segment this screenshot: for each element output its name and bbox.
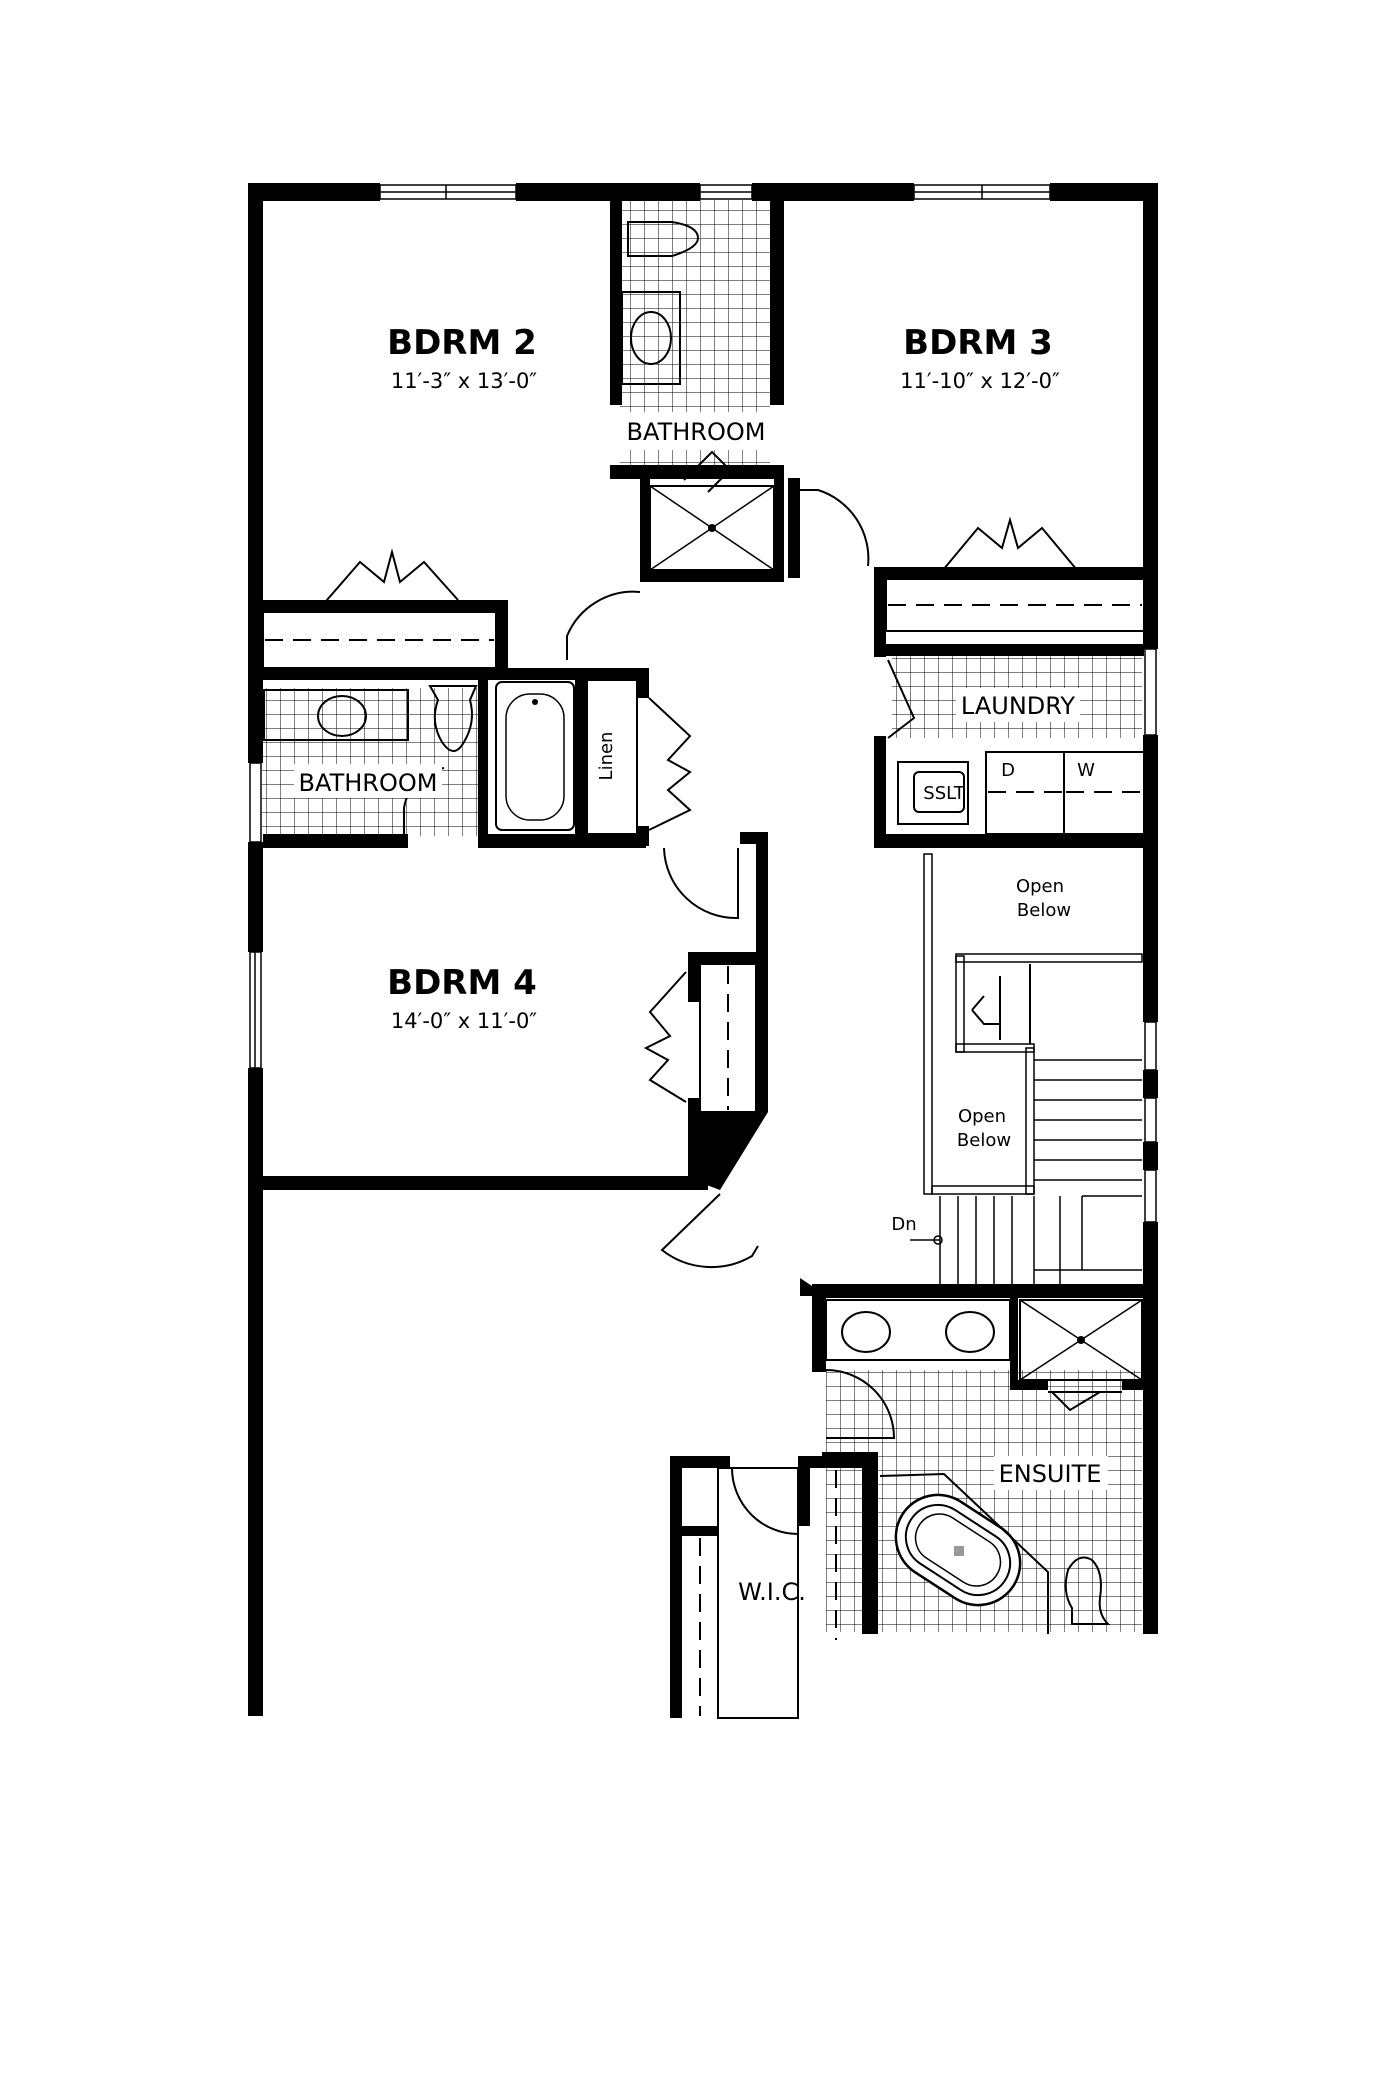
washer-label: W	[1077, 760, 1095, 781]
room-name-ensuite: ENSUITE	[998, 1460, 1102, 1488]
wall-bdrm3-closet-top	[874, 567, 1144, 579]
wall-wic-right-stub	[798, 1456, 810, 1526]
stair-inner-rail	[1026, 1048, 1034, 1194]
room-dims-bdrm2: 11′-3″ x 13′-0″	[390, 369, 538, 393]
tile-floor-bathroom-left	[262, 688, 480, 836]
wall-shower-left	[640, 477, 650, 579]
room-name-bdrm3: BDRM 3	[903, 323, 1053, 363]
door-bdrm2	[567, 592, 640, 660]
wall-shower-bottom	[640, 570, 784, 582]
wall-ensuite-left	[812, 1284, 826, 1372]
wall-left-lower	[248, 1068, 263, 1716]
room-name-wic: W.I.C.	[738, 1578, 806, 1606]
door-bdrm4	[664, 848, 738, 918]
wall-linen-left	[575, 668, 587, 840]
wall-bdrm4-corner	[688, 1112, 768, 1190]
door-wic	[732, 1468, 798, 1534]
window-stair-2	[1145, 1098, 1156, 1142]
wall-right-mid3	[1143, 1142, 1158, 1170]
closet-door-bdrm2	[320, 552, 458, 608]
wall-shower-ensuite-bottom-1	[1010, 1380, 1048, 1390]
door-bdrm3	[790, 490, 868, 566]
wall-shower-ensuite-bottom-2	[1122, 1380, 1144, 1390]
wall-top-1	[248, 183, 380, 201]
vanity-ensuite	[826, 1300, 1010, 1360]
open-below-2-line2: Below	[956, 1130, 1012, 1151]
wall-ensuite-wic-divider	[862, 1456, 878, 1634]
stair-railing-top	[956, 954, 1142, 962]
wall-bdrm4-right	[756, 832, 768, 1112]
wall-shower-ensuite-left	[1010, 1296, 1018, 1388]
sslt-label: SSLT	[923, 783, 965, 804]
wall-bdrm3-closet-left	[874, 567, 886, 657]
wall-bdrm4-right-cap	[740, 832, 768, 844]
wall-bdrm2-closet-right	[496, 600, 508, 670]
room-dims-bdrm4: 14′-0″ x 11′-0″	[390, 1009, 538, 1033]
wall-bath-top-left	[610, 200, 622, 405]
room-name-bdrm4: BDRM 4	[387, 963, 537, 1003]
wall-linen-top-right	[637, 668, 649, 698]
wall-left-upper	[248, 183, 263, 763]
linen-door	[649, 698, 690, 830]
wall-right-upper	[1143, 183, 1158, 649]
wall-hall-top-right	[788, 478, 800, 578]
wall-laundry-top	[882, 644, 1144, 656]
wall-wic-left	[670, 1456, 682, 1718]
bathtub-left-basin	[506, 694, 564, 820]
wall-wic-shelf	[682, 1526, 718, 1536]
window-laundry	[1145, 649, 1156, 735]
wall-top-4	[1050, 183, 1158, 201]
stair-railing-mid	[956, 956, 964, 1052]
wall-ensuite-partial	[822, 1452, 878, 1462]
linen-label: Linen	[596, 731, 617, 781]
wall-bdrm2-closet-top	[263, 600, 503, 612]
room-name-bathroom-top: BATHROOM	[626, 418, 766, 446]
closet-door-bdrm4	[646, 972, 686, 1102]
dryer-label: D	[1001, 760, 1015, 781]
wall-top-2	[516, 183, 700, 201]
wall-bath-left-bottom-1	[263, 834, 408, 848]
stair-treads	[940, 1060, 1142, 1290]
stair-railing-left	[924, 854, 932, 1194]
stair-landing-steps	[1000, 964, 1030, 1044]
room-name-laundry: LAUNDRY	[960, 692, 1076, 720]
wall-bdrm4-bottom	[263, 1176, 708, 1190]
open-below-1-line1: Open	[1015, 876, 1065, 897]
wall-tub-left	[478, 680, 488, 840]
door-ensuite	[662, 1194, 758, 1267]
sink-ensuite-2	[946, 1312, 994, 1352]
stair-arrow	[972, 996, 1000, 1024]
room-name-bathroom-left: BATHROOM	[298, 769, 438, 797]
wall-left-mid	[248, 842, 263, 952]
window-stair-1	[1145, 1022, 1156, 1070]
wall-right-mid	[1143, 735, 1158, 1022]
wall-right-lower	[1143, 1222, 1158, 1634]
open-below-1-line2: Below	[1016, 900, 1072, 921]
stair-landing-rail	[956, 1044, 1034, 1052]
stair-bottom-rail	[932, 1186, 1034, 1194]
wall-bath-left-bottom-2	[478, 834, 646, 848]
open-below-2-line1: Open	[957, 1106, 1007, 1127]
stairs-down-label: Dn	[891, 1214, 917, 1235]
room-dims-bdrm3: 11′-10″ x 12′-0″	[900, 369, 1060, 393]
wall-ensuite-top	[812, 1284, 1158, 1298]
wall-shower-right	[774, 477, 784, 579]
wall-bdrm4-closet-left-1	[688, 952, 700, 1002]
wall-bath-left-top	[263, 668, 645, 680]
window-bathroom-left	[250, 763, 261, 842]
wall-laundry-left	[874, 736, 886, 846]
wall-right-mid2	[1143, 1070, 1158, 1098]
wall-top-3	[752, 183, 914, 201]
room-name-bdrm2: BDRM 2	[387, 323, 537, 363]
wall-laundry-bottom	[874, 834, 1144, 848]
sink-ensuite-1	[842, 1312, 890, 1352]
wall-bath-top-right	[770, 200, 784, 405]
window-stair-3	[1145, 1170, 1156, 1222]
wall-bdrm4-closet-left-2	[688, 1098, 700, 1112]
